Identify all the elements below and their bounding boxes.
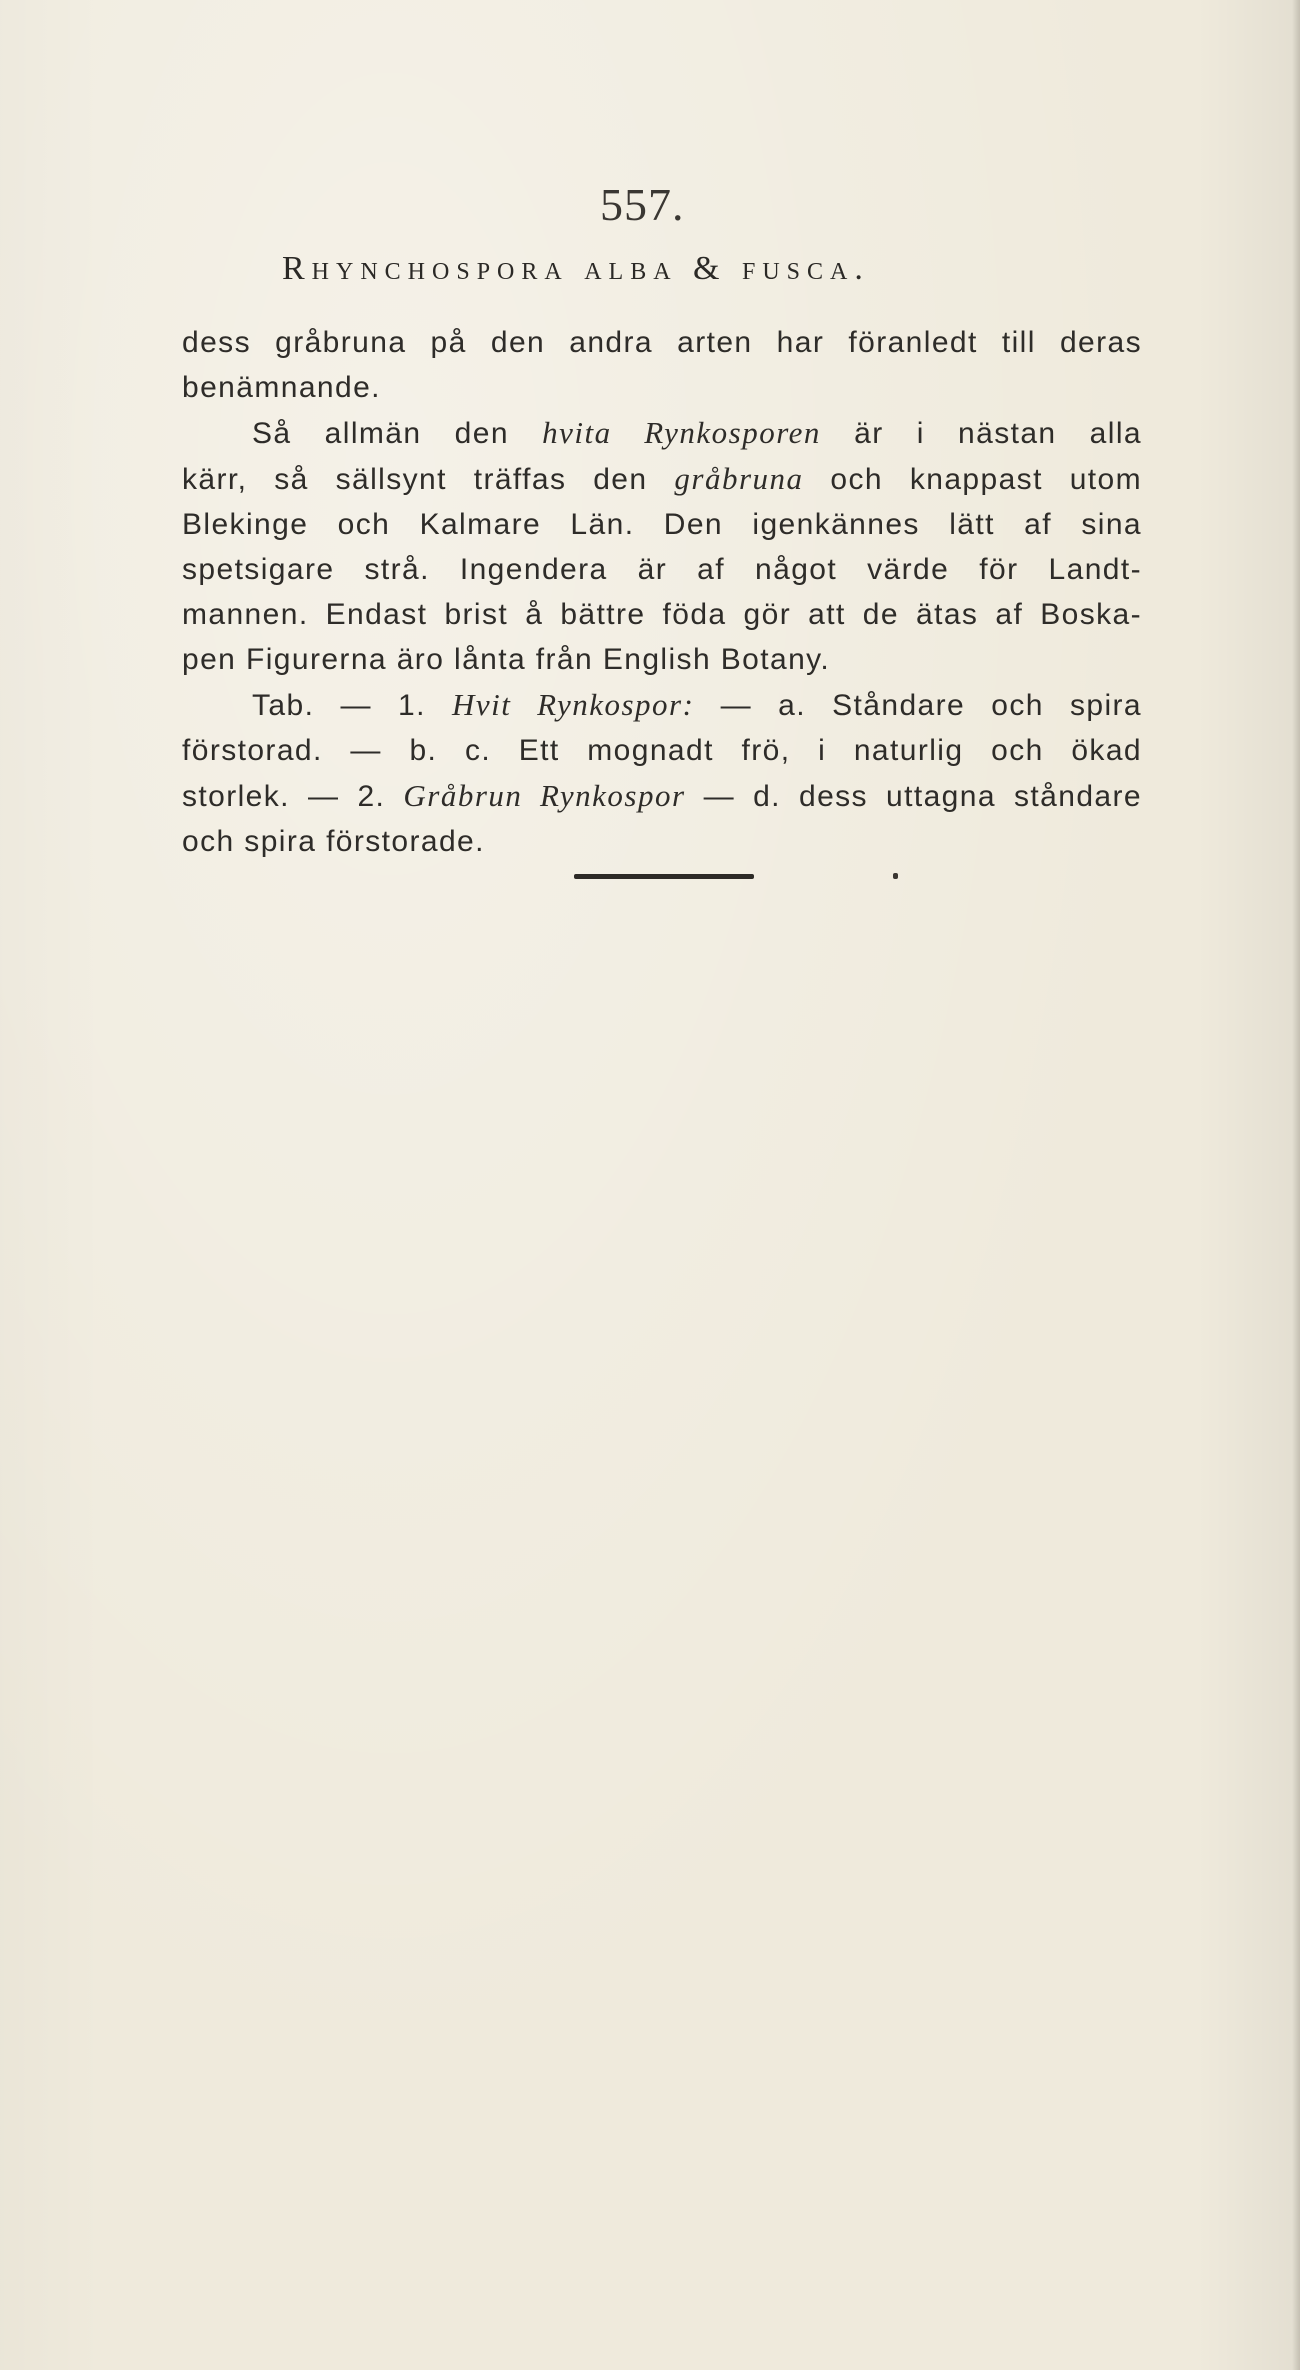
text-line-4-start: kärr, så sällsynt träffas den <box>182 463 675 496</box>
text-line-9 <box>182 682 1142 728</box>
text-line-1: dess gråbruna på den andra arten har föranledt till deras <box>182 326 1142 359</box>
text-line-3-end: är i nästan alla <box>820 417 1142 450</box>
text-line-4-end: och knappast utom <box>803 463 1142 496</box>
text-line-11 <box>182 773 1142 819</box>
section-divider-rule <box>574 874 754 879</box>
running-head-title: Rhynchospora alba & fusca. <box>282 250 870 287</box>
species-name-hvita: hvita Rynkosporen <box>542 415 821 450</box>
text-line-7: mannen. Endast brist å bättre föda gör att de ätas af Boska- <box>182 598 1142 631</box>
figure-caption-grabrun: Gråbrun Rynkospor <box>403 778 686 813</box>
body-text <box>182 320 1142 864</box>
text-line-2: benämnande. <box>182 371 381 404</box>
text-line-10: förstorad. — b. c. Ett mognadt frö, i naturlig och ökad <box>182 734 1142 767</box>
text-line-11-end: — d. dess uttagna ståndare <box>685 780 1142 813</box>
page-number: 557. <box>600 179 685 230</box>
text-line-12: och spira förstorade. <box>182 825 485 858</box>
page-edge-shadow <box>1292 0 1300 2370</box>
text-line-3-start: Så allmän den <box>252 417 543 450</box>
text-line-8: pen Figurerna äro lånta från English Botany. <box>182 643 831 676</box>
species-name-grabruna: gråbruna <box>674 461 804 496</box>
figure-caption-hvit: Hvit Rynkospor: <box>452 687 695 722</box>
text-line-4 <box>182 456 1142 502</box>
text-line-6: spetsigare strå. Ingendera är af något värde för Landt- <box>182 553 1142 586</box>
text-line-9-start: Tab. — 1. <box>252 689 453 722</box>
ink-speck <box>893 873 898 879</box>
text-line-5: Blekinge och Kalmare Län. Den igenkännes lätt af sina <box>182 508 1142 541</box>
text-line-11-start: storlek. — 2. <box>182 780 404 813</box>
text-line-9-end: — a. Ståndare och spira <box>694 689 1143 722</box>
text-line-3 <box>182 410 1142 456</box>
